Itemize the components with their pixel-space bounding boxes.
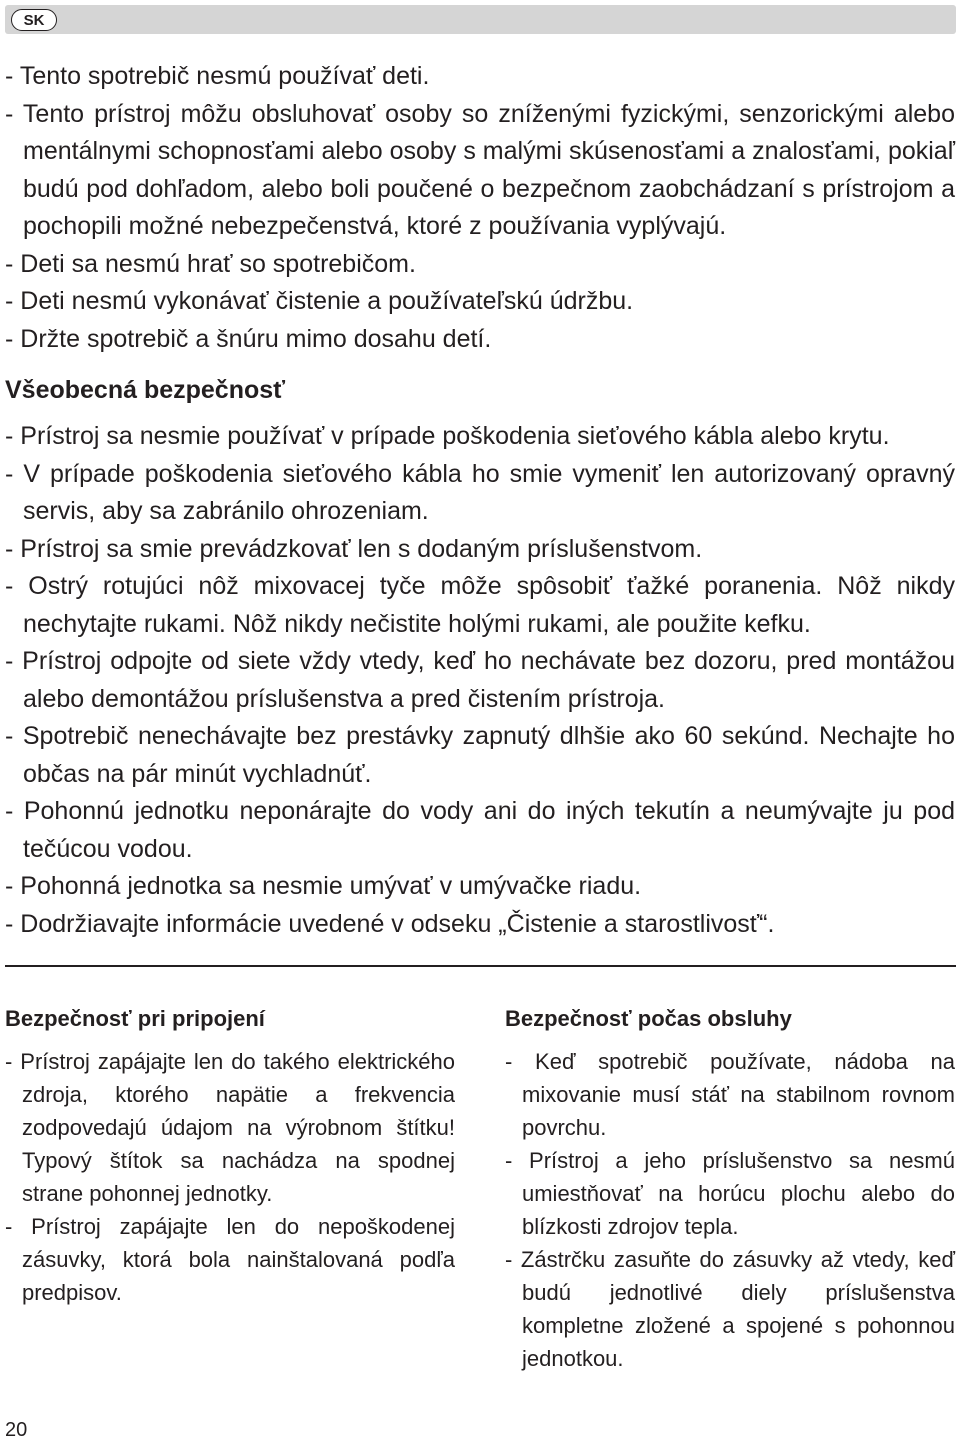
language-badge: SK — [11, 9, 57, 31]
list-item: - Pohonná jednotka sa nesmie umývať v umývačke riadu. — [5, 872, 642, 900]
list-item: - Držte spotrebič a šnúru mimo dosahu detí. — [5, 324, 492, 353]
header-bar — [5, 5, 956, 34]
list-item: - V prípade poškodenia sieťového kábla ho smie vymeniť len autorizovaný opravný servis, aby sa zabránilo ohrozeniam. — [5, 459, 955, 525]
list-item: - Dodržiavajte informácie uvedené v odseku „Čistenie a starostlivosť“. — [5, 909, 775, 938]
list-item: - Prístroj sa smie prevádzkovať len s dodaným príslušenstvom. — [5, 534, 703, 563]
section-heading-operation-safety: Bezpečnosť počas obsluhy — [505, 1006, 792, 1031]
operation-safety-column — [505, 1002, 955, 1375]
list-item: - Prístroj zapájajte len do takého elektrického zdroja, ktorého napätie a frekvencia zodpovedajú údajom na výrobnom štítku! Typový štítok sa nachádza na spodnej strane pohonnej jednotky. — [5, 1049, 455, 1206]
section-divider — [5, 965, 956, 967]
list-item: - Prístroj sa nesmie používať v prípade poškodenia sieťového kábla alebo krytu. — [5, 422, 890, 450]
list-item: - Deti sa nesmú hrať so spotrebičom. — [5, 249, 416, 278]
list-item: - Ostrý rotujúci nôž mixovacej tyče môže spôsobiť ťažké poranenia. Nôž nikdy nechytajte rukami. Nôž nikdy nečistite holými rukami, ale použite kefku. — [5, 572, 955, 638]
list-item: - Deti nesmú vykonávať čistenie a používateľskú údržbu. — [5, 287, 634, 315]
list-item: - Tento spotrebič nesmú používať deti. — [5, 62, 430, 90]
list-item: - Keď spotrebič používate, nádoba na mixovanie musí stáť na stabilnom rovnom povrchu. — [505, 1049, 955, 1140]
list-item: - Prístroj odpojte od siete vždy vtedy, keď ho nechávate bez dozoru, pred montážou alebo demontážou príslušenstva a pred čistením prístroja. — [5, 647, 955, 713]
list-item: - Zástrčku zasuňte do zásuvky až vtedy, keď budú jednotlivé diely príslušenstva kompletne zložené a spojené s pohonnou jednotkou. — [505, 1247, 955, 1371]
list-item: - Pohonnú jednotku neponárajte do vody ani do iných tekutín a neumývajte ju pod tečúcou vodou. — [5, 797, 955, 863]
list-item: - Prístroj zapájajte len do nepoškodenej zásuvky, ktorá bola nainštalovaná podľa predpisov. — [5, 1214, 455, 1305]
main-content — [5, 58, 955, 943]
section-heading-connection-safety: Bezpečnosť pri pripojení — [5, 1006, 265, 1031]
list-item: - Tento prístroj môžu obsluhovať osoby so zníženými fyzickými, senzorickými alebo mentálnymi schopnosťami alebo osoby s malými skúsenosťami a znalosťami, pokiaľ budú pod dohľadom, alebo boli poučené o bezpečnom zaobchádzaní s prístrojom a pochopili možné nebezpečenstvá, ktoré z používania vyplývajú. — [5, 99, 955, 240]
list-item: - Spotrebič nenechávajte bez prestávky zapnutý dlhšie ako 60 sekúnd. Nechajte ho občas na pár minút vychladnúť. — [5, 722, 955, 788]
page-number: 20 — [5, 1419, 28, 1441]
connection-safety-column — [5, 1002, 455, 1309]
section-heading-general-safety: Všeobecná bezpečnosť — [5, 376, 286, 404]
list-item: - Prístroj a jeho príslušenstvo sa nesmú umiestňovať na horúcu plochu alebo do blízkosti zdrojov tepla. — [505, 1148, 955, 1239]
